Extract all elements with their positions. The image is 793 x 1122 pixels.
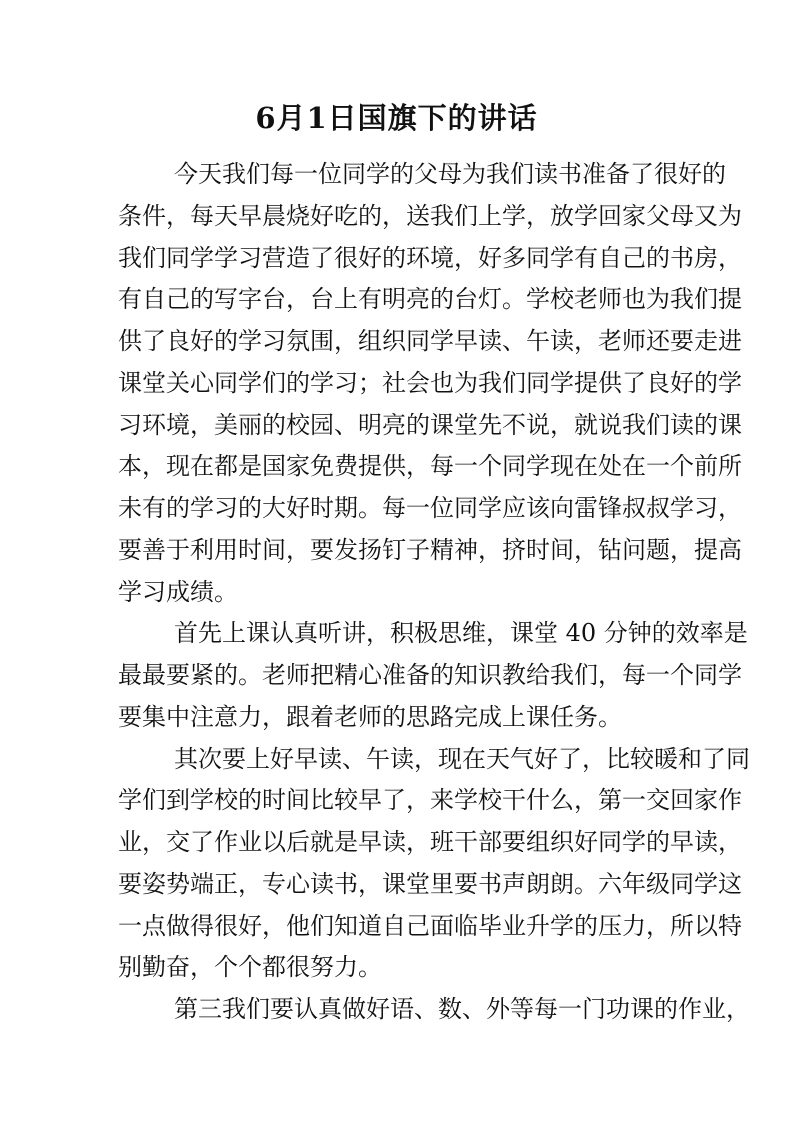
paragraph-line: 未有的学习的大好时期。每一位同学应该向雷锋叔叔学习， [118,494,742,522]
paragraph [118,989,750,1031]
paragraph-line: 第三我们要认真做好语、数、外等每一门功课的作业， [174,995,750,1023]
paragraph-line: 学们到学校的时间比较早了，来学校干什么，第一交回家作 [118,786,742,815]
paragraph-line: 学习成绩。 [118,577,238,606]
document-title: 6月1日国旗下的讲话 [255,101,538,135]
paragraph-line: 要姿势端正，专心读书，课堂里要书声朗朗。六年级同学这 [118,869,742,898]
paragraph-line: 今天我们每一位同学的父母为我们读书准备了很好的 [174,160,726,188]
paragraph-line: 条件，每天早晨烧好吃的，送我们上学，放学回家父母又为 [118,201,742,230]
paragraph-line: 课堂关心同学们的学习；社会也为我们同学提供了良好的学 [118,368,742,397]
paragraph-line: 供了良好的学习氛围，组织同学早读、午读，老师还要走进 [118,327,742,355]
paragraph [118,739,750,990]
paragraph [118,154,742,613]
paragraph-line: 最最要紧的。老师把精心准备的知识教给我们，每一个同学 [118,661,742,689]
paragraph-line: 首先上课认真听讲，积极思维，课堂 40 分钟的效率是 [174,619,748,648]
paragraph-line: 其次要上好早读、午读，现在天气好了，比较暖和了同 [174,744,750,773]
document-body [118,154,750,1031]
paragraph-line: 一点做得很好，他们知道自己面临毕业升学的压力，所以特 [118,911,742,940]
paragraph-line: 业，交了作业以后就是早读，班干部要组织好同学的早读， [118,828,742,856]
paragraph-line: 要集中注意力，跟着老师的思路完成上课任务。 [118,702,622,731]
paragraph-line: 别勤奋，个个都很努力。 [118,953,382,982]
paragraph-line: 本，现在都是国家免费提供，每一个同学现在处在一个前所 [118,452,742,481]
paragraph [118,613,748,738]
paragraph-line: 有自己的写字台，台上有明亮的台灯。学校老师也为我们提 [118,285,742,314]
paragraph-line: 我们同学学习营造了很好的环境，好多同学有自己的书房， [118,243,742,272]
paragraph-line: 要善于利用时间，要发扬钉子精神，挤时间，钻问题，提高 [118,535,742,564]
paragraph-line: 习环境，美丽的校园、明亮的课堂先不说，就说我们读的课 [118,410,742,439]
